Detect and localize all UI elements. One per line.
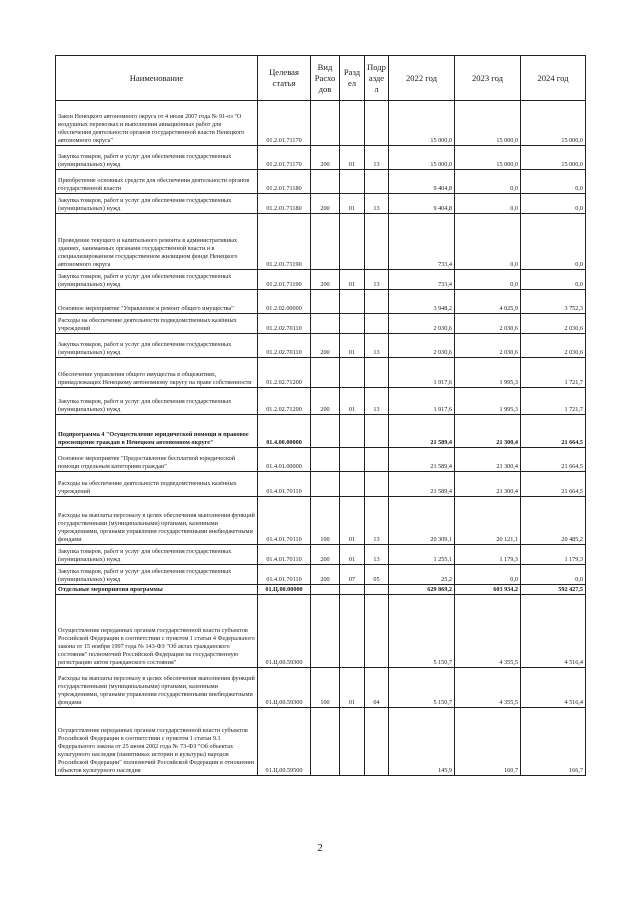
cell-y2024: 1 721,7 [521, 358, 586, 388]
table-row [56, 708, 586, 776]
cell-vid [311, 170, 340, 194]
cell-podr [365, 314, 389, 334]
cell-y2022: 733,4 [389, 214, 455, 270]
cell-podr: 05 [365, 565, 389, 585]
cell-y2023: 4 355,5 [455, 668, 521, 708]
cell-name: Приобретение основных средств для обеспечения деятельности органов государственной власти [56, 170, 258, 194]
cell-name: Закупка товаров, работ и услуг для обеспечения государственных (муниципальных) нужд [56, 565, 258, 585]
cell-podr [365, 170, 389, 194]
cell-name: Расходы на обеспечение деятельности подведомственных казённых учреждений [56, 314, 258, 334]
table-row [56, 194, 586, 214]
cell-podr [365, 358, 389, 388]
cell-name: Закупка товаров, работ и услуг для обеспечения государственных (муниципальных) нужд [56, 388, 258, 415]
cell-y2023: 15 000,0 [455, 146, 521, 170]
cell-vid [311, 101, 340, 146]
cell-y2024: 3 752,3 [521, 290, 586, 314]
header-code: Целевая статья [258, 56, 311, 101]
cell-y2023: 0,0 [455, 194, 521, 214]
cell-podr: 13 [365, 388, 389, 415]
table-row [56, 314, 586, 334]
cell-podr: 13 [365, 146, 389, 170]
cell-name: Расходы на выплаты персоналу в целях обеспечения выполнения функций государственными (муниципальными) органами, казенными учреждениями, органами управления государственными внебюджетными фондами [56, 668, 258, 708]
cell-code: 01.2.01.71180 [258, 194, 311, 214]
cell-y2022: 2 030,6 [389, 334, 455, 358]
cell-vid: 200 [311, 388, 340, 415]
cell-y2024: 4 516,4 [521, 668, 586, 708]
table-header-row [56, 56, 586, 101]
cell-y2023: 15 000,0 [455, 101, 521, 146]
cell-razd [340, 708, 365, 776]
cell-code: 01.4.01.00000 [258, 448, 311, 472]
cell-razd [340, 101, 365, 146]
cell-name: Подпрограмма 4 "Осуществление юридической помощи и правовое просвещение граждан в Ненецком автономном округе" [56, 415, 258, 448]
cell-razd [340, 170, 365, 194]
cell-name: Проведение текущего и капитального ремонта в административных зданиях, занимаемых органами государственной власти и в специализированном государственном жилищном фонде Ненецкого автономного округа [56, 214, 258, 270]
cell-podr: 13 [365, 545, 389, 565]
cell-y2022: 15 000,0 [389, 101, 455, 146]
cell-y2024: 2 030,6 [521, 334, 586, 358]
table-row [56, 170, 586, 194]
cell-y2022: 145,9 [389, 708, 455, 776]
cell-y2024: 1 721,7 [521, 388, 586, 415]
cell-vid [311, 290, 340, 314]
cell-y2023: 21 300,4 [455, 415, 521, 448]
cell-vid [311, 314, 340, 334]
cell-razd [340, 472, 365, 497]
cell-podr [365, 472, 389, 497]
table-row [56, 214, 586, 270]
cell-y2023: 2 030,6 [455, 314, 521, 334]
table-row [56, 101, 586, 146]
cell-code: 01.2.01.71190 [258, 270, 311, 290]
cell-razd: 01 [340, 545, 365, 565]
cell-code: 01.Ц.00.59300 [258, 668, 311, 708]
cell-podr [365, 595, 389, 668]
cell-y2022: 21 589,4 [389, 448, 455, 472]
table-row [56, 448, 586, 472]
page-number: 2 [317, 842, 323, 854]
table-row [56, 146, 586, 170]
cell-vid: 200 [311, 334, 340, 358]
cell-y2024: 0,0 [521, 270, 586, 290]
cell-y2023: 4 355,5 [455, 595, 521, 668]
cell-name: Расходы на обеспечение деятельности подведомственных казённых учреждений [56, 472, 258, 497]
cell-code: 01.Ц.00.59500 [258, 708, 311, 776]
cell-y2023: 0,0 [455, 565, 521, 585]
cell-y2022: 629 869,2 [389, 585, 455, 595]
cell-razd: 01 [340, 146, 365, 170]
cell-y2024: 1 179,3 [521, 545, 586, 565]
table-row [56, 497, 586, 545]
cell-code: 01.Ц.00.00000 [258, 585, 311, 595]
cell-vid [311, 708, 340, 776]
cell-vid [311, 358, 340, 388]
header-razd: Разд ел [340, 56, 365, 101]
cell-y2023: 21 300,4 [455, 448, 521, 472]
header-2023: 2023 год [455, 56, 521, 101]
cell-razd [340, 415, 365, 448]
cell-podr: 13 [365, 194, 389, 214]
cell-code: 01.2.02.71200 [258, 388, 311, 415]
cell-y2022: 1 917,6 [389, 358, 455, 388]
cell-razd [340, 595, 365, 668]
cell-y2023: 21 300,4 [455, 472, 521, 497]
cell-y2024: 0,0 [521, 170, 586, 194]
cell-vid: 200 [311, 545, 340, 565]
table-row [56, 595, 586, 668]
table-row [56, 290, 586, 314]
cell-y2024: 15 000,0 [521, 146, 586, 170]
cell-code: 01.4.01.70110 [258, 565, 311, 585]
cell-code: 01.2.02.00000 [258, 290, 311, 314]
cell-vid [311, 585, 340, 595]
cell-code: 01.4.00.00000 [258, 415, 311, 448]
cell-vid: 200 [311, 194, 340, 214]
cell-vid: 200 [311, 146, 340, 170]
header-name: Наименование [56, 56, 258, 101]
table-row [56, 565, 586, 585]
cell-podr [365, 415, 389, 448]
cell-podr: 13 [365, 334, 389, 358]
cell-name: Закон Ненецкого автономного округа от 4 июля 2007 года № 91-оз "О воздушных перевозках и выполнении авиационных работ для обеспечения деятельности органов государственной власти Ненецкого автономного округа" [56, 101, 258, 146]
cell-y2024: 21 664,5 [521, 415, 586, 448]
cell-y2022: 5 150,7 [389, 595, 455, 668]
cell-vid: 200 [311, 565, 340, 585]
cell-razd: 01 [340, 388, 365, 415]
table-row [56, 388, 586, 415]
cell-name: Закупка товаров, работ и услуг для обеспечения государственных (муниципальных) нужд [56, 146, 258, 170]
header-2022: 2022 год [389, 56, 455, 101]
cell-razd [340, 585, 365, 595]
cell-name: Основное мероприятие "Предоставление бесплатной юридической помощи отдельным категориям граждан" [56, 448, 258, 472]
cell-y2023: 0,0 [455, 270, 521, 290]
table-row [56, 415, 586, 448]
cell-name: Закупка товаров, работ и услуг для обеспечения государственных (муниципальных) нужд [56, 194, 258, 214]
cell-vid: 200 [311, 270, 340, 290]
cell-podr [365, 290, 389, 314]
cell-y2024: 21 664,5 [521, 472, 586, 497]
cell-y2023: 603 934,2 [455, 585, 521, 595]
cell-code: 01.Ц.00.59300 [258, 595, 311, 668]
cell-razd: 01 [340, 270, 365, 290]
cell-code: 01.2.02.71200 [258, 358, 311, 388]
cell-y2024: 592 427,5 [521, 585, 586, 595]
cell-y2022: 2 030,6 [389, 314, 455, 334]
cell-name: Закупка товаров, работ и услуг для обеспечения государственных (муниципальных) нужд [56, 334, 258, 358]
cell-razd [340, 314, 365, 334]
cell-razd: 01 [340, 497, 365, 545]
cell-name: Закупка товаров, работ и услуг для обеспечения государственных (муниципальных) нужд [56, 545, 258, 565]
cell-y2022: 1 255,1 [389, 545, 455, 565]
cell-code: 01.2.01.71170 [258, 146, 311, 170]
cell-y2023: 1 995,3 [455, 358, 521, 388]
cell-code: 01.4.01.70110 [258, 472, 311, 497]
cell-vid [311, 214, 340, 270]
cell-y2023: 1 995,3 [455, 388, 521, 415]
cell-code: 01.2.01.71190 [258, 214, 311, 270]
cell-y2024: 2 030,6 [521, 314, 586, 334]
cell-razd: 01 [340, 334, 365, 358]
cell-y2024: 0,0 [521, 194, 586, 214]
cell-y2022: 1 917,6 [389, 388, 455, 415]
cell-y2023: 1 179,3 [455, 545, 521, 565]
cell-vid [311, 448, 340, 472]
cell-razd [340, 358, 365, 388]
header-podr: Подр азде л [365, 56, 389, 101]
cell-vid: 100 [311, 668, 340, 708]
table-body [56, 101, 586, 776]
table-row [56, 545, 586, 565]
cell-razd [340, 214, 365, 270]
cell-y2024: 21 664,5 [521, 448, 586, 472]
cell-y2023: 2 030,6 [455, 334, 521, 358]
cell-razd: 07 [340, 565, 365, 585]
cell-podr: 04 [365, 668, 389, 708]
cell-podr [365, 708, 389, 776]
table-row [56, 270, 586, 290]
cell-y2024: 166,7 [521, 708, 586, 776]
cell-razd [340, 448, 365, 472]
table-row [56, 472, 586, 497]
cell-podr [365, 448, 389, 472]
cell-y2022: 5 150,7 [389, 668, 455, 708]
cell-code: 01.2.02.70110 [258, 314, 311, 334]
budget-table [55, 55, 586, 776]
cell-name: Осуществление переданных органам государственной власти субъектов Российской Федерации в соответствии с пунктом 1 статьи 9.1 Федерального закона от 25 июня 2002 года № 73-ФЗ "Об объектах культурного наследия (памятниках истории и культуры) народов Российской Федерации" полномочий Российской Федерации в отношении объектов культурного наследия [56, 708, 258, 776]
cell-code: 01.4.01.70110 [258, 497, 311, 545]
cell-podr [365, 585, 389, 595]
cell-y2024: 4 516,4 [521, 595, 586, 668]
cell-vid [311, 595, 340, 668]
cell-vid [311, 415, 340, 448]
cell-y2022: 3 948,2 [389, 290, 455, 314]
cell-y2024: 15 000,0 [521, 101, 586, 146]
cell-y2023: 4 025,9 [455, 290, 521, 314]
cell-code: 01.2.01.71170 [258, 101, 311, 146]
cell-y2022: 20 309,1 [389, 497, 455, 545]
table-row [56, 668, 586, 708]
cell-name: Расходы на выплаты персоналу в целях обеспечения выполнения функций государственными (муниципальными) органами, казенными учреждениями, органами управления государственными внебюджетными фондами [56, 497, 258, 545]
cell-y2023: 0,0 [455, 170, 521, 194]
header-vid: Вид Расхо дов [311, 56, 340, 101]
cell-vid: 100 [311, 497, 340, 545]
cell-name: Обеспечение управления общего имущества в общежитиях, принадлежащих Ненецкому автономному округу на праве собственности [56, 358, 258, 388]
cell-podr: 13 [365, 497, 389, 545]
cell-y2022: 9 404,8 [389, 194, 455, 214]
cell-y2022: 9 404,8 [389, 170, 455, 194]
cell-razd: 01 [340, 668, 365, 708]
cell-name: Отдельные мероприятия программы [56, 585, 258, 595]
cell-y2022: 15 000,0 [389, 146, 455, 170]
cell-code: 01.2.01.71180 [258, 170, 311, 194]
cell-y2024: 0,0 [521, 214, 586, 270]
cell-y2022: 733,4 [389, 270, 455, 290]
table-row [56, 585, 586, 595]
cell-name: Основное мероприятие "Управление и ремонт общего имущества" [56, 290, 258, 314]
cell-y2022: 21 589,4 [389, 415, 455, 448]
cell-podr [365, 214, 389, 270]
cell-y2023: 0,0 [455, 214, 521, 270]
cell-name: Осуществление переданных органам государственной власти субъектов Российской Федерации в соответствии с пунктом 1 статьи 4 Федерального закона от 15 ноября 1997 года № 143-ФЗ "Об актах гражданского состояния" полномочий Российской Федерации на государственную регистрацию актов гражданского состояния" [56, 595, 258, 668]
cell-podr: 13 [365, 270, 389, 290]
cell-razd [340, 290, 365, 314]
cell-vid [311, 472, 340, 497]
cell-y2022: 21 589,4 [389, 472, 455, 497]
table-row [56, 334, 586, 358]
cell-code: 01.4.01.70110 [258, 545, 311, 565]
cell-podr [365, 101, 389, 146]
cell-y2023: 160,7 [455, 708, 521, 776]
cell-y2022: 25,2 [389, 565, 455, 585]
header-2024: 2024 год [521, 56, 586, 101]
cell-code: 01.2.02.70110 [258, 334, 311, 358]
cell-y2024: 20 485,2 [521, 497, 586, 545]
cell-name: Закупка товаров, работ и услуг для обеспечения государственных (муниципальных) нужд [56, 270, 258, 290]
cell-y2024: 0,0 [521, 565, 586, 585]
cell-y2023: 20 121,1 [455, 497, 521, 545]
table-row [56, 358, 586, 388]
cell-razd: 01 [340, 194, 365, 214]
